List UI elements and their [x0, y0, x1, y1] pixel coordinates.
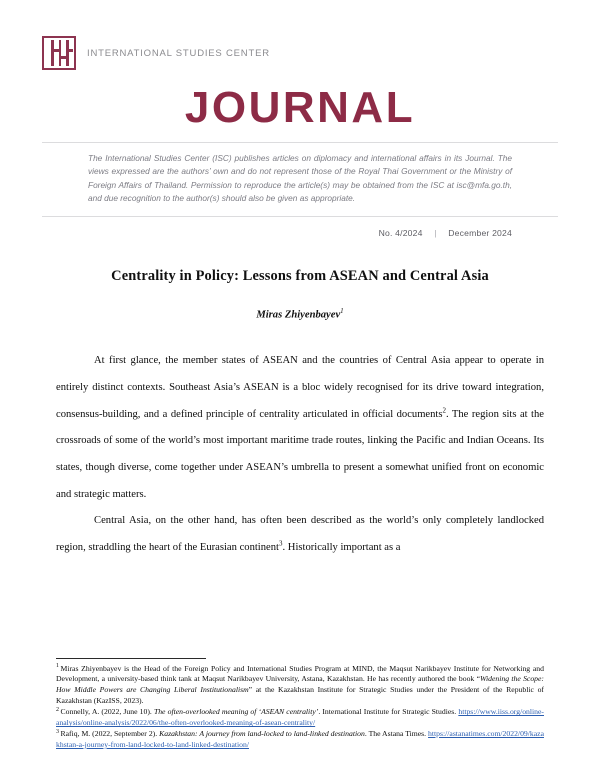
- footnote-3-italic: Kazakhstan: A journey from land-locked to land-linked destination: [159, 729, 365, 739]
- journal-wordmark: JOURNAL: [184, 83, 416, 132]
- footnote-1: [56, 664, 544, 708]
- paragraph-2-tail: . Historically important as a: [282, 541, 401, 553]
- footnote-ref-3: 3: [279, 539, 283, 548]
- issue-date: December 2024: [448, 227, 512, 238]
- footnote-1-marker: 1: [56, 662, 59, 669]
- footnote-ref-2: 2: [442, 406, 446, 414]
- paragraph-1: [56, 348, 544, 508]
- paragraph-1-tail: . The region sits at the crossroads of some of the world’s most important maritime trade routes, linking the Pacific and Indian Oceans. Its states, though diverse, come together under ASEAN’s umbrella to present a somewhat unified front on economic and strategic matters.: [56, 408, 544, 500]
- footnote-2-part1: Connelly, A. (2022, June 10).: [60, 707, 154, 717]
- paragraph-1-lead: At first glance, the member states of ASEAN and the countries of Central Asia appear to operate in entirely distinct contexts. Southeast Asia’s ASEAN is a bloc widely recognised for its drive toward integration, consensus-building, and a defined principle of centrality articulated in official documents: [56, 355, 544, 420]
- footnote-2-part2: . International Institute for Strategic Studies.: [318, 707, 459, 717]
- footnote-1-part1: Miras Zhiyenbayev is the Head of the Foreign Policy and International Studies Program at MIND, the Maqsut Narikbayev Institute for Networking and Development, a university-based think tank at Maqsut Narikbayev University, Astana, Kazakhstan. He has recently authored the book “: [56, 663, 544, 684]
- footnote-3: [56, 729, 544, 751]
- footnote-2-italic: The often-overlooked meaning of ‘ASEAN centrality’: [153, 707, 319, 717]
- footnotes-section: [56, 658, 544, 752]
- footnote-separator: [56, 658, 206, 659]
- disclaimer-text: The International Studies Center (ISC) publishes articles on diplomacy and international affairs in its Journal. The views expressed are the authors’ own and do not represent those of the Royal Thai Government or the Ministry of Foreign Affairs of Thailand. Permission to reproduce the article(s) may be obtained from the ISC at isc@mfa.go.th, and due recognition to the author(s) should also be given as appropriate.: [88, 152, 512, 204]
- issue-separator: |: [434, 227, 437, 238]
- author-name: Miras Zhiyenbayev: [256, 309, 341, 321]
- page-title: Centrality in Policy: Lessons from ASEAN and Central Asia: [111, 267, 489, 284]
- article-body: [0, 268, 600, 562]
- brand-name: INTERNATIONAL STUDIES CENTER: [87, 47, 270, 59]
- masthead: [0, 0, 600, 238]
- footnote-2-marker: 2: [56, 706, 59, 713]
- issue-line: [42, 217, 558, 238]
- issue-number: No. 4/2024: [378, 227, 423, 238]
- footnote-1-part2: ” at the Kazakhstan Institute for Strategic Studies under the President of the Republic of Kazakhstan (KazISS, 2023).: [56, 685, 544, 706]
- footnote-3-part2: . The Astana Times.: [364, 729, 429, 739]
- footnote-2: [56, 707, 544, 729]
- paragraph-2-lead: Central Asia, on the other hand, has often been described as the world’s only completely landlocked region, straddling the heart of the Eurasian continent: [56, 515, 544, 553]
- footnote-1-italic: Widening the Scope: How Middle Powers are Changing Liberal Institutionalism: [56, 674, 544, 695]
- footnote-2-link[interactable]: https://www.iiss.org/online-analysis/online-analysis/2022/06/the-often-overlooked-meaning-of-asean-centrality/: [56, 707, 544, 728]
- article-author: [56, 307, 544, 321]
- footnote-3-marker: 3: [56, 728, 59, 735]
- author-footnote-marker: 1: [340, 306, 344, 315]
- footnote-3-link[interactable]: https://astanatimes.com/2022/09/kazakhstan-a-journey-from-land-locked-to-land-linked-destination/: [56, 729, 544, 750]
- footnote-3-part1: Rafiq, M. (2022, September 2).: [60, 729, 160, 739]
- brand-row: [42, 36, 558, 70]
- paragraph-2: [56, 508, 544, 561]
- isc-logo-icon: [42, 36, 76, 70]
